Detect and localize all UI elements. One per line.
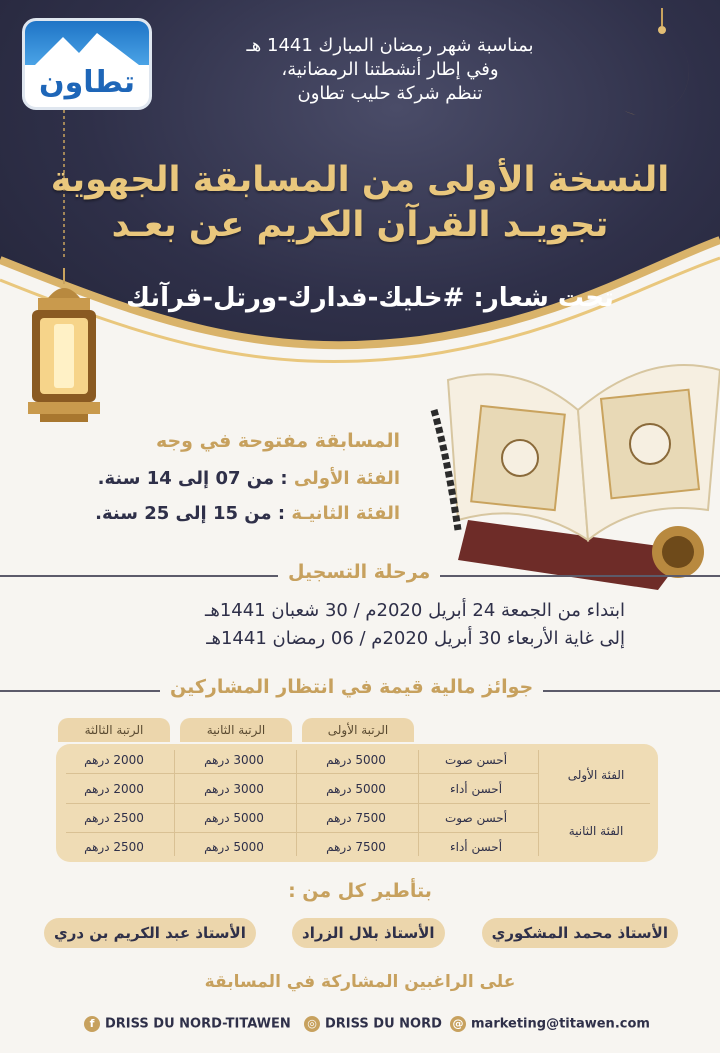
supervisor-3: الأستاذ عبد الكريم بن دري bbox=[44, 918, 256, 948]
invite-text: على الراغبين المشاركة في المسابقة bbox=[204, 972, 516, 992]
row-3-first: 7500 درهم bbox=[326, 811, 386, 825]
row-3-type: أحسن صوت bbox=[444, 811, 508, 825]
logo-text: تطاون bbox=[38, 65, 135, 100]
category-1-range: : من 07 إلى 14 سنة. bbox=[97, 468, 294, 489]
facebook-handle: DRISS DU NORD-TITAWEN bbox=[105, 1016, 291, 1032]
email-icon: @ bbox=[450, 1016, 466, 1032]
intro-line-1: بمناسبة شهر رمضان المبارك 1441 هـ bbox=[246, 35, 534, 56]
row-3-second: 5000 درهم bbox=[204, 811, 264, 825]
supervisor-2: الأستاذ بلال الزراد bbox=[292, 918, 445, 948]
row-3-third: 2500 درهم bbox=[84, 811, 144, 825]
row-1-third: 2000 درهم bbox=[84, 753, 144, 767]
category-2-line bbox=[95, 503, 400, 524]
main-title-line-1: النسخة الأولى من المسابقة الجهوية bbox=[50, 160, 670, 200]
lantern-icon bbox=[18, 268, 110, 428]
email-address: marketing@titawen.com bbox=[471, 1016, 650, 1032]
footer-instagram[interactable] bbox=[304, 1016, 442, 1032]
category-2-range: : من 15 إلى 25 سنة. bbox=[95, 503, 292, 524]
table-divider-h bbox=[66, 803, 650, 804]
quran-book-illustration bbox=[428, 320, 720, 600]
registration-line-1: ابتداء من الجمعة 24 أبريل 2020م / 30 شعبان 1441هـ bbox=[205, 600, 625, 621]
intro-line-3: تنظم شركة حليب تطاون bbox=[297, 83, 483, 104]
open-for-title: المسابقة مفتوحة في وجه bbox=[155, 430, 400, 452]
category-1-line bbox=[98, 468, 400, 489]
crescent-moon-icon bbox=[600, 8, 710, 128]
prizes-title: جوائز مالية قيمة في انتظار المشاركين bbox=[160, 676, 543, 698]
facebook-icon: f bbox=[84, 1016, 100, 1032]
group-1-label: الفئة الأولى bbox=[567, 768, 625, 782]
footer-email[interactable] bbox=[450, 1016, 650, 1032]
header-third-rank: الرتبة الثالثة bbox=[58, 718, 170, 742]
registration-line-2: إلى غاية الأربعاء 30 أبريل 2020م / 06 رمضان 1441هـ bbox=[206, 628, 625, 649]
header-second-rank: الرتبة الثانية bbox=[180, 718, 292, 742]
row-1-second: 3000 درهم bbox=[204, 753, 264, 767]
slogan: تحت شعار: #خليك-فدارك-ورتل-قرآنك bbox=[126, 283, 614, 313]
table-divider-h bbox=[66, 773, 538, 774]
row-2-first: 5000 درهم bbox=[326, 782, 386, 796]
main-title-line-2: تجويـد القرآن الكريم عن بعـد bbox=[111, 205, 609, 245]
row-1-first: 5000 درهم bbox=[326, 753, 386, 767]
row-4-first: 7500 درهم bbox=[326, 840, 386, 854]
registration-title: مرحلة التسجيل bbox=[278, 561, 440, 583]
category-1-label: الفئة الأولى bbox=[293, 468, 400, 489]
intro-text bbox=[210, 34, 570, 106]
footer-facebook[interactable] bbox=[84, 1016, 291, 1032]
row-2-second: 3000 درهم bbox=[204, 782, 264, 796]
instagram-handle: DRISS DU NORD bbox=[325, 1016, 442, 1032]
titawen-logo bbox=[22, 18, 152, 110]
instagram-icon: ◎ bbox=[304, 1016, 320, 1032]
category-2-label: الفئة الثانيـة bbox=[291, 503, 400, 524]
supervisor-1: الأستاذ محمد المشكوري bbox=[482, 918, 678, 948]
row-1-type: أحسن صوت bbox=[444, 753, 508, 767]
group-2-label: الفئة الثانية bbox=[568, 824, 624, 838]
row-4-third: 2500 درهم bbox=[84, 840, 144, 854]
row-4-type: أحسن أداء bbox=[449, 840, 503, 854]
row-4-second: 5000 درهم bbox=[204, 840, 264, 854]
logo-mountains-icon bbox=[35, 31, 139, 65]
table-divider-h bbox=[66, 832, 538, 833]
supervision-title: بتأطير كل من : bbox=[288, 880, 432, 902]
row-2-type: أحسن أداء bbox=[449, 782, 503, 796]
row-2-third: 2000 درهم bbox=[84, 782, 144, 796]
intro-line-2: وفي إطار أنشطتنا الرمضانية، bbox=[281, 59, 499, 80]
header-first-rank: الرتبة الأولى bbox=[302, 718, 414, 742]
